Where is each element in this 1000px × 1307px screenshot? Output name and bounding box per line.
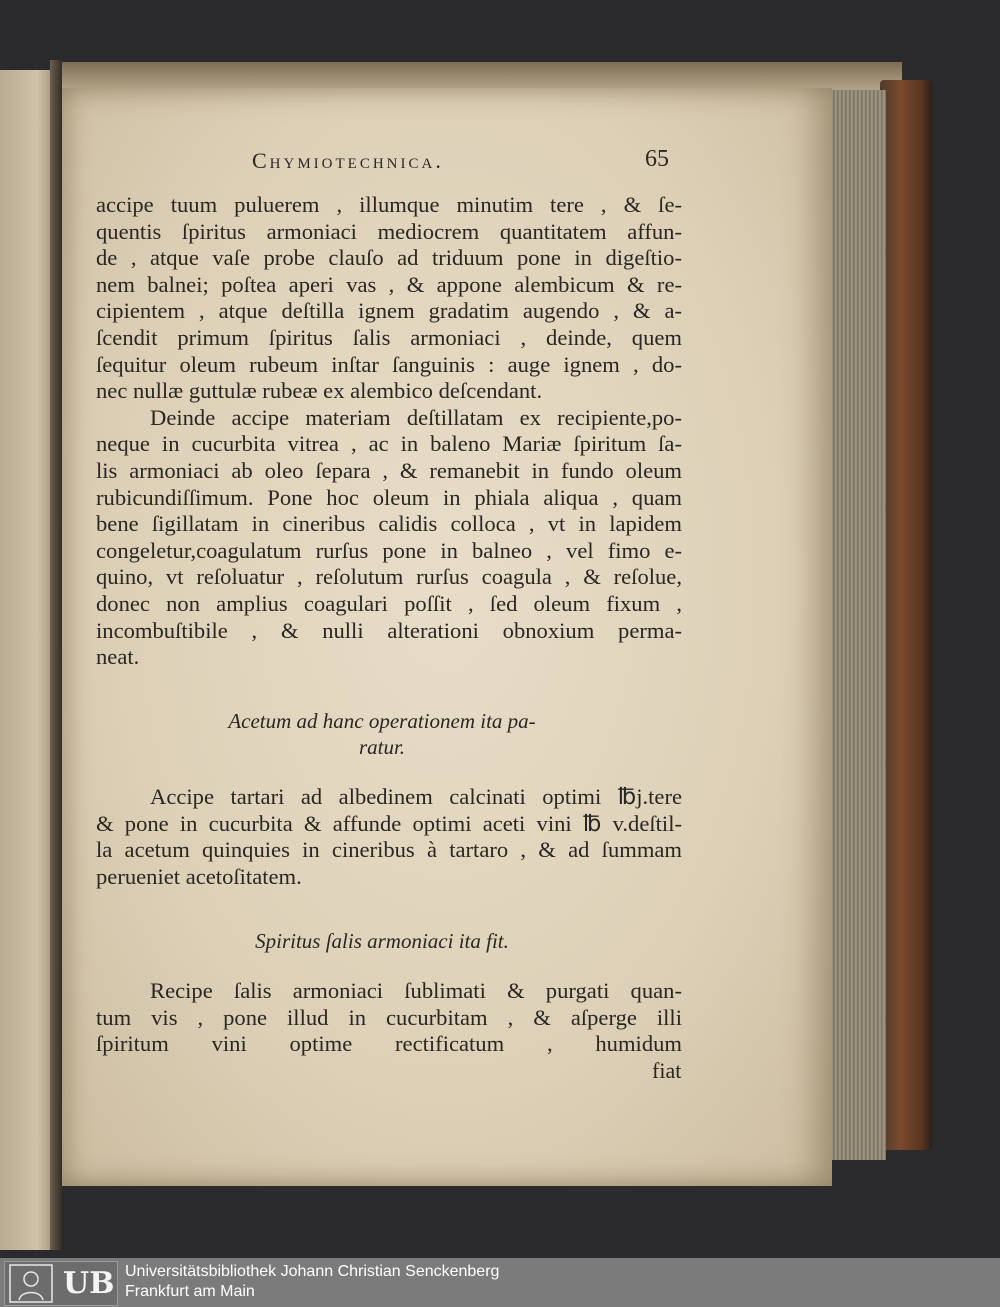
text-line: congeletur,coagulatum rurſus pone in balneo , vel fimo e- (96, 537, 682, 563)
text-line: de , atque vaſe probe clauſo ad triduum pone in digeſtio- (96, 245, 682, 271)
book-page (62, 88, 832, 1186)
paragraph-4 (96, 978, 682, 1058)
text-line: quentis ſpiritus armoniaci mediocrem quantitatem affun- (96, 218, 682, 244)
heading-line: Acetum ad hanc operationem ita pa- (228, 709, 536, 733)
page-edges (826, 90, 886, 1160)
paragraph-1 (96, 192, 682, 671)
text-line: ſequitur oleum rubeum inſtar ſanguinis : auge ignem , do- (96, 351, 682, 377)
logo-text: UB (63, 1266, 115, 1301)
text-line: nec nullæ guttulæ rubeæ ex alembico deſcendant. (96, 378, 543, 404)
text-line: rubicundiſſimum. Pone hoc oleum in phiala aliqua , quam (96, 484, 682, 510)
running-head: Chymiotechnica. (252, 148, 444, 173)
text-line: tum vis , pone illud in cucurbitam , & aſperge illi (96, 1004, 682, 1030)
page-number: 65 (645, 146, 669, 172)
paragraph-3 (96, 784, 682, 890)
library-footer (0, 1258, 1000, 1307)
senckenberg-emblem-icon (9, 1264, 53, 1303)
text-line: neat. (96, 644, 140, 670)
text-line: la acetum quinquies in cineribus à tartaro , & ad ſummam (96, 837, 682, 863)
text-line: neque in cucurbita vitrea , ac in baleno Mariæ ſpiritum ſa- (96, 431, 682, 457)
book-cover (880, 80, 932, 1150)
text-line: donec non amplius coagulari poſſit , ſed oleum fixum , (96, 590, 682, 616)
text-line: bene ſigillatam in cineribus calidis colloca , vt in lapidem (96, 511, 682, 537)
institution-line: Universitätsbibliothek Johann Christian Senckenberg (125, 1263, 500, 1280)
text-line: & pone in cucurbita & affunde optimi aceti vini ℔ v.deſtil- (96, 810, 682, 836)
text-line: ſpiritum vini optime rectificatum , humidum (96, 1031, 682, 1057)
text-line: incombuſtibile , & nulli alterationi obnoxium perma- (96, 617, 682, 643)
section-heading-acetum (212, 708, 552, 760)
institution-name (125, 1262, 499, 1302)
section-heading-spiritus: Spiritus ſalis armoniaci ita fit. (255, 929, 509, 953)
institution-city: Frankfurt am Main (125, 1283, 255, 1300)
library-logo[interactable] (4, 1261, 118, 1306)
text-line: accipe tuum puluerem , illumque minutim tere , & ſe- (96, 192, 682, 217)
text-line: Recipe ſalis armoniaci ſublimati & purgati quan- (150, 978, 682, 1003)
text-line: cipientem , atque deſtilla ignem gradatim augendo , & a- (96, 298, 682, 324)
text-line: nem balnei; poſtea aperi vas , & appone alembicum & re- (96, 271, 682, 297)
text-line: Accipe tartari ad albedinem calcinati optimi ℔j.tere (150, 784, 682, 809)
text-line: lis armoniaci ab oleo ſepara , & remanebit in fundo oleum (96, 457, 682, 483)
text-line: quino, vt reſoluatur , reſolutum rurſus coagula , & reſolue, (96, 564, 682, 590)
text-line: Deinde accipe materiam deſtillatam ex recipiente,po- (150, 404, 682, 430)
heading-line: ratur. (358, 735, 406, 759)
text-line: ſcendit primum ſpiritus ſalis armoniaci , deinde, quem (96, 324, 682, 350)
catchword: fiat (652, 1058, 682, 1083)
text-line: perueniet acetoſitatem. (96, 863, 302, 889)
